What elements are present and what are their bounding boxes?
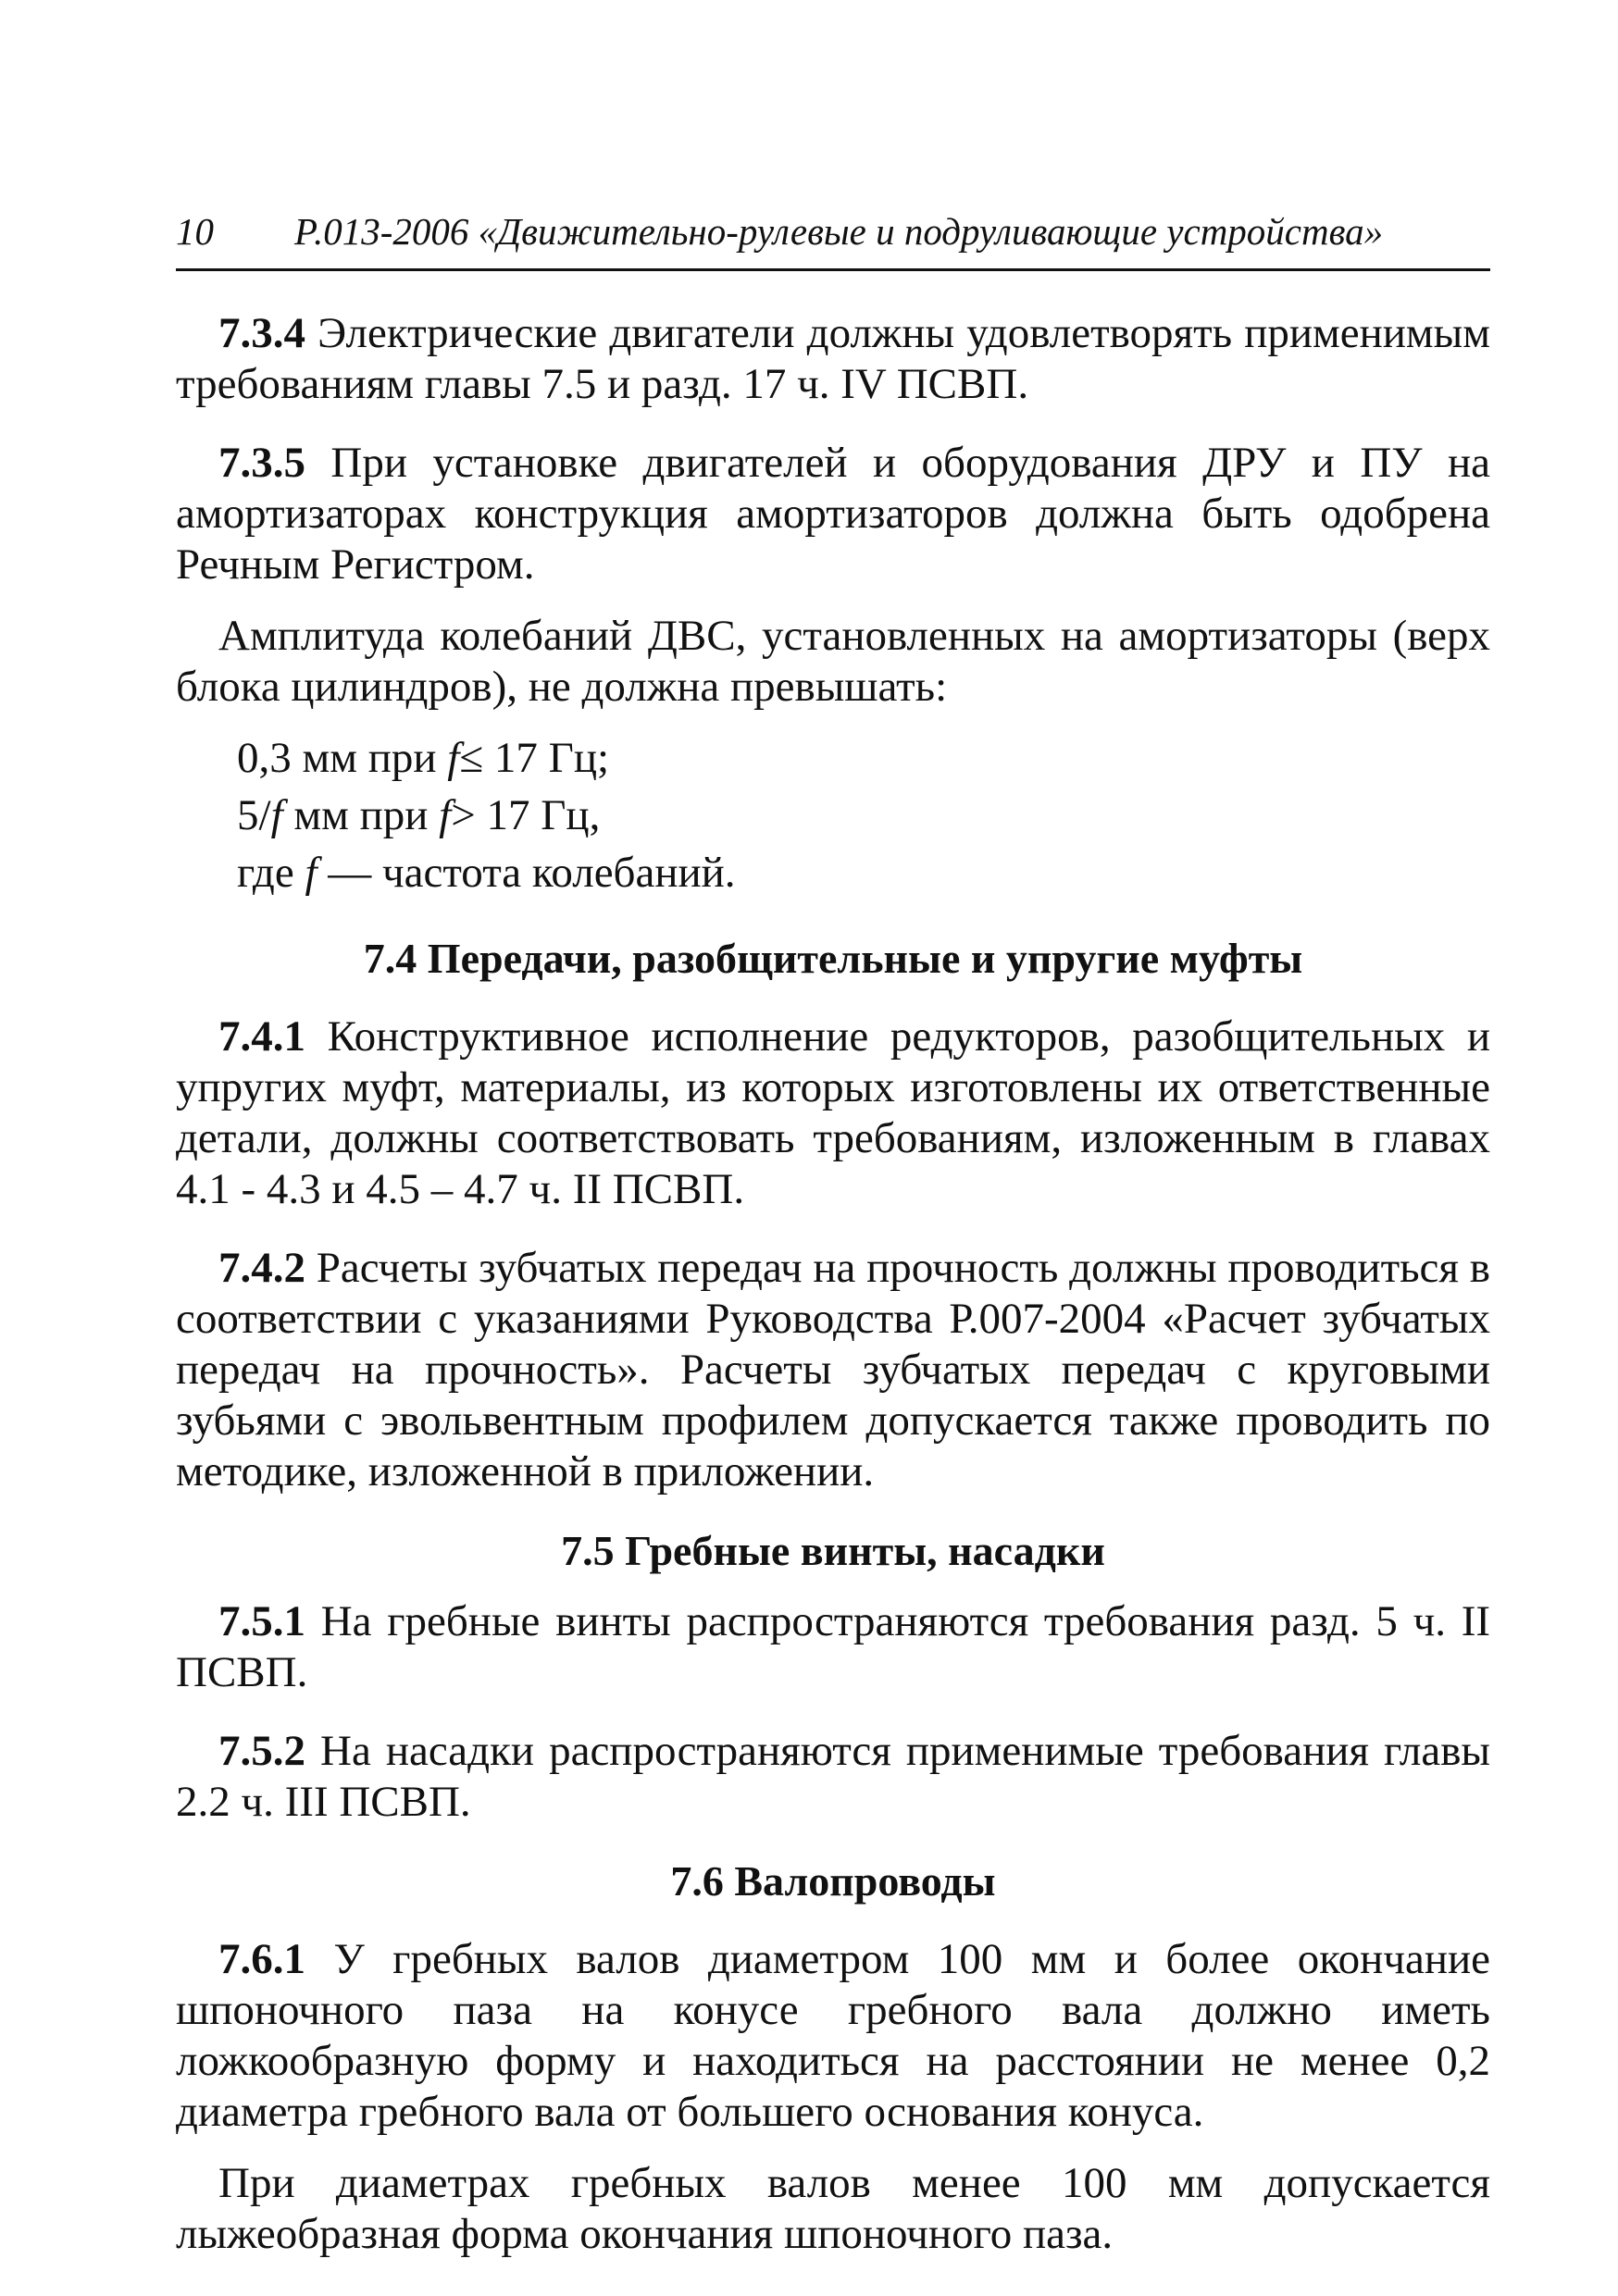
clause-number: 7.3.4 <box>218 309 305 357</box>
paragraph-7-4-1 <box>176 1011 1490 1215</box>
paragraph-7-5-1 <box>176 1596 1490 1698</box>
formula-text: где <box>237 849 305 897</box>
formula-text: ≤ 17 Гц; <box>459 734 610 782</box>
document-title: Р.013-2006 «Движительно-рулевые и подруливающие устройства» <box>294 210 1384 253</box>
clause-number: 7.3.5 <box>218 439 305 487</box>
section-heading-7-4: 7.4 Передачи, разобщительные и упругие муфты <box>363 935 1303 982</box>
section-heading-7-6: 7.6 Валопроводы <box>670 1857 996 1905</box>
clause-number: 7.4.1 <box>218 1012 305 1061</box>
formula-text: 0,3 мм при <box>237 734 448 782</box>
paragraph-7-6-1 <box>176 1934 1490 2138</box>
paragraph-text: Электрические двигатели должны удовлетворять применимым требованиям главы 7.5 и разд. 17 ч. IV ПСВП. <box>176 309 1490 408</box>
formula-variable: f <box>270 791 283 839</box>
formula-line-3 <box>176 848 1490 905</box>
document-body <box>176 308 1490 2260</box>
paragraph-text: Расчеты зубчатых передач на прочность должны проводиться в соответствии с указаниями Руководства Р.007-2004 «Расчет зубчатых передач на прочность». Расчеты зубчатых передач с круговыми зубьями с эвольвентным профилем допускается также проводить по методике, изложенной в приложении. <box>176 1244 1490 1496</box>
formula-variable: f <box>439 791 452 839</box>
paragraph-text: Конструктивное исполнение редукторов, разобщительных и упругих муфт, материалы, из которых изготовлены их ответственные детали, должны соответствовать требованиям, изложенным в главах 4.1 - 4.3 и 4.5 – 4.7 ч. II ПСВП. <box>176 1012 1490 1213</box>
clause-number: 7.5.2 <box>218 1727 305 1775</box>
formula-text: мм при <box>282 791 440 839</box>
document-page <box>176 194 1490 2260</box>
formula-variable: f <box>447 734 460 782</box>
paragraph-amplitude <box>176 611 1490 713</box>
clause-number: 7.5.1 <box>218 1597 305 1645</box>
formula-text: — частота колебаний. <box>317 849 736 897</box>
formula-variable: f <box>305 849 317 897</box>
paragraph-text: У гребных валов диаметром 100 мм и более окончание шпоночного паза на конусе гребного вала должно иметь ложкообразную форму и находиться на расстоянии не менее 0,2 диаметра гребного вала от большего основания конуса. <box>176 1935 1490 2136</box>
paragraph-text: На насадки распространяются применимые требования главы 2.2 ч. III ПСВП. <box>176 1727 1490 1826</box>
formula-line-2 <box>176 790 1490 848</box>
formula-text: 5/ <box>237 791 271 839</box>
paragraph-text: При диаметрах гребных валов менее 100 мм допускается лыжеобразная форма окончания шпоночного паза. <box>176 2159 1490 2258</box>
paragraph-text: На гребные винты распространяются требования разд. 5 ч. II ПСВП. <box>176 1597 1490 1696</box>
running-header <box>176 194 1490 271</box>
formula-text: > 17 Гц, <box>451 791 601 839</box>
clause-number: 7.4.2 <box>218 1244 305 1292</box>
paragraph-text: При установке двигателей и оборудования ДРУ и ПУ на амортизаторах конструкция амортизаторов должна быть одобрена Речным Регистром. <box>176 439 1490 589</box>
page-number: 10 <box>176 210 214 253</box>
paragraph-keyway <box>176 2158 1490 2260</box>
paragraph-text: Амплитуда колебаний ДВС, установленных на амортизаторы (верх блока цилиндров), не должна превышать: <box>176 612 1490 711</box>
paragraph-7-3-4 <box>176 308 1490 410</box>
clause-number: 7.6.1 <box>218 1935 305 1983</box>
paragraph-7-3-5 <box>176 438 1490 590</box>
paragraph-7-4-2 <box>176 1243 1490 1497</box>
formula-line-1 <box>176 733 1490 790</box>
section-heading-7-5: 7.5 Гребные винты, насадки <box>561 1527 1105 1574</box>
paragraph-7-5-2 <box>176 1726 1490 1828</box>
